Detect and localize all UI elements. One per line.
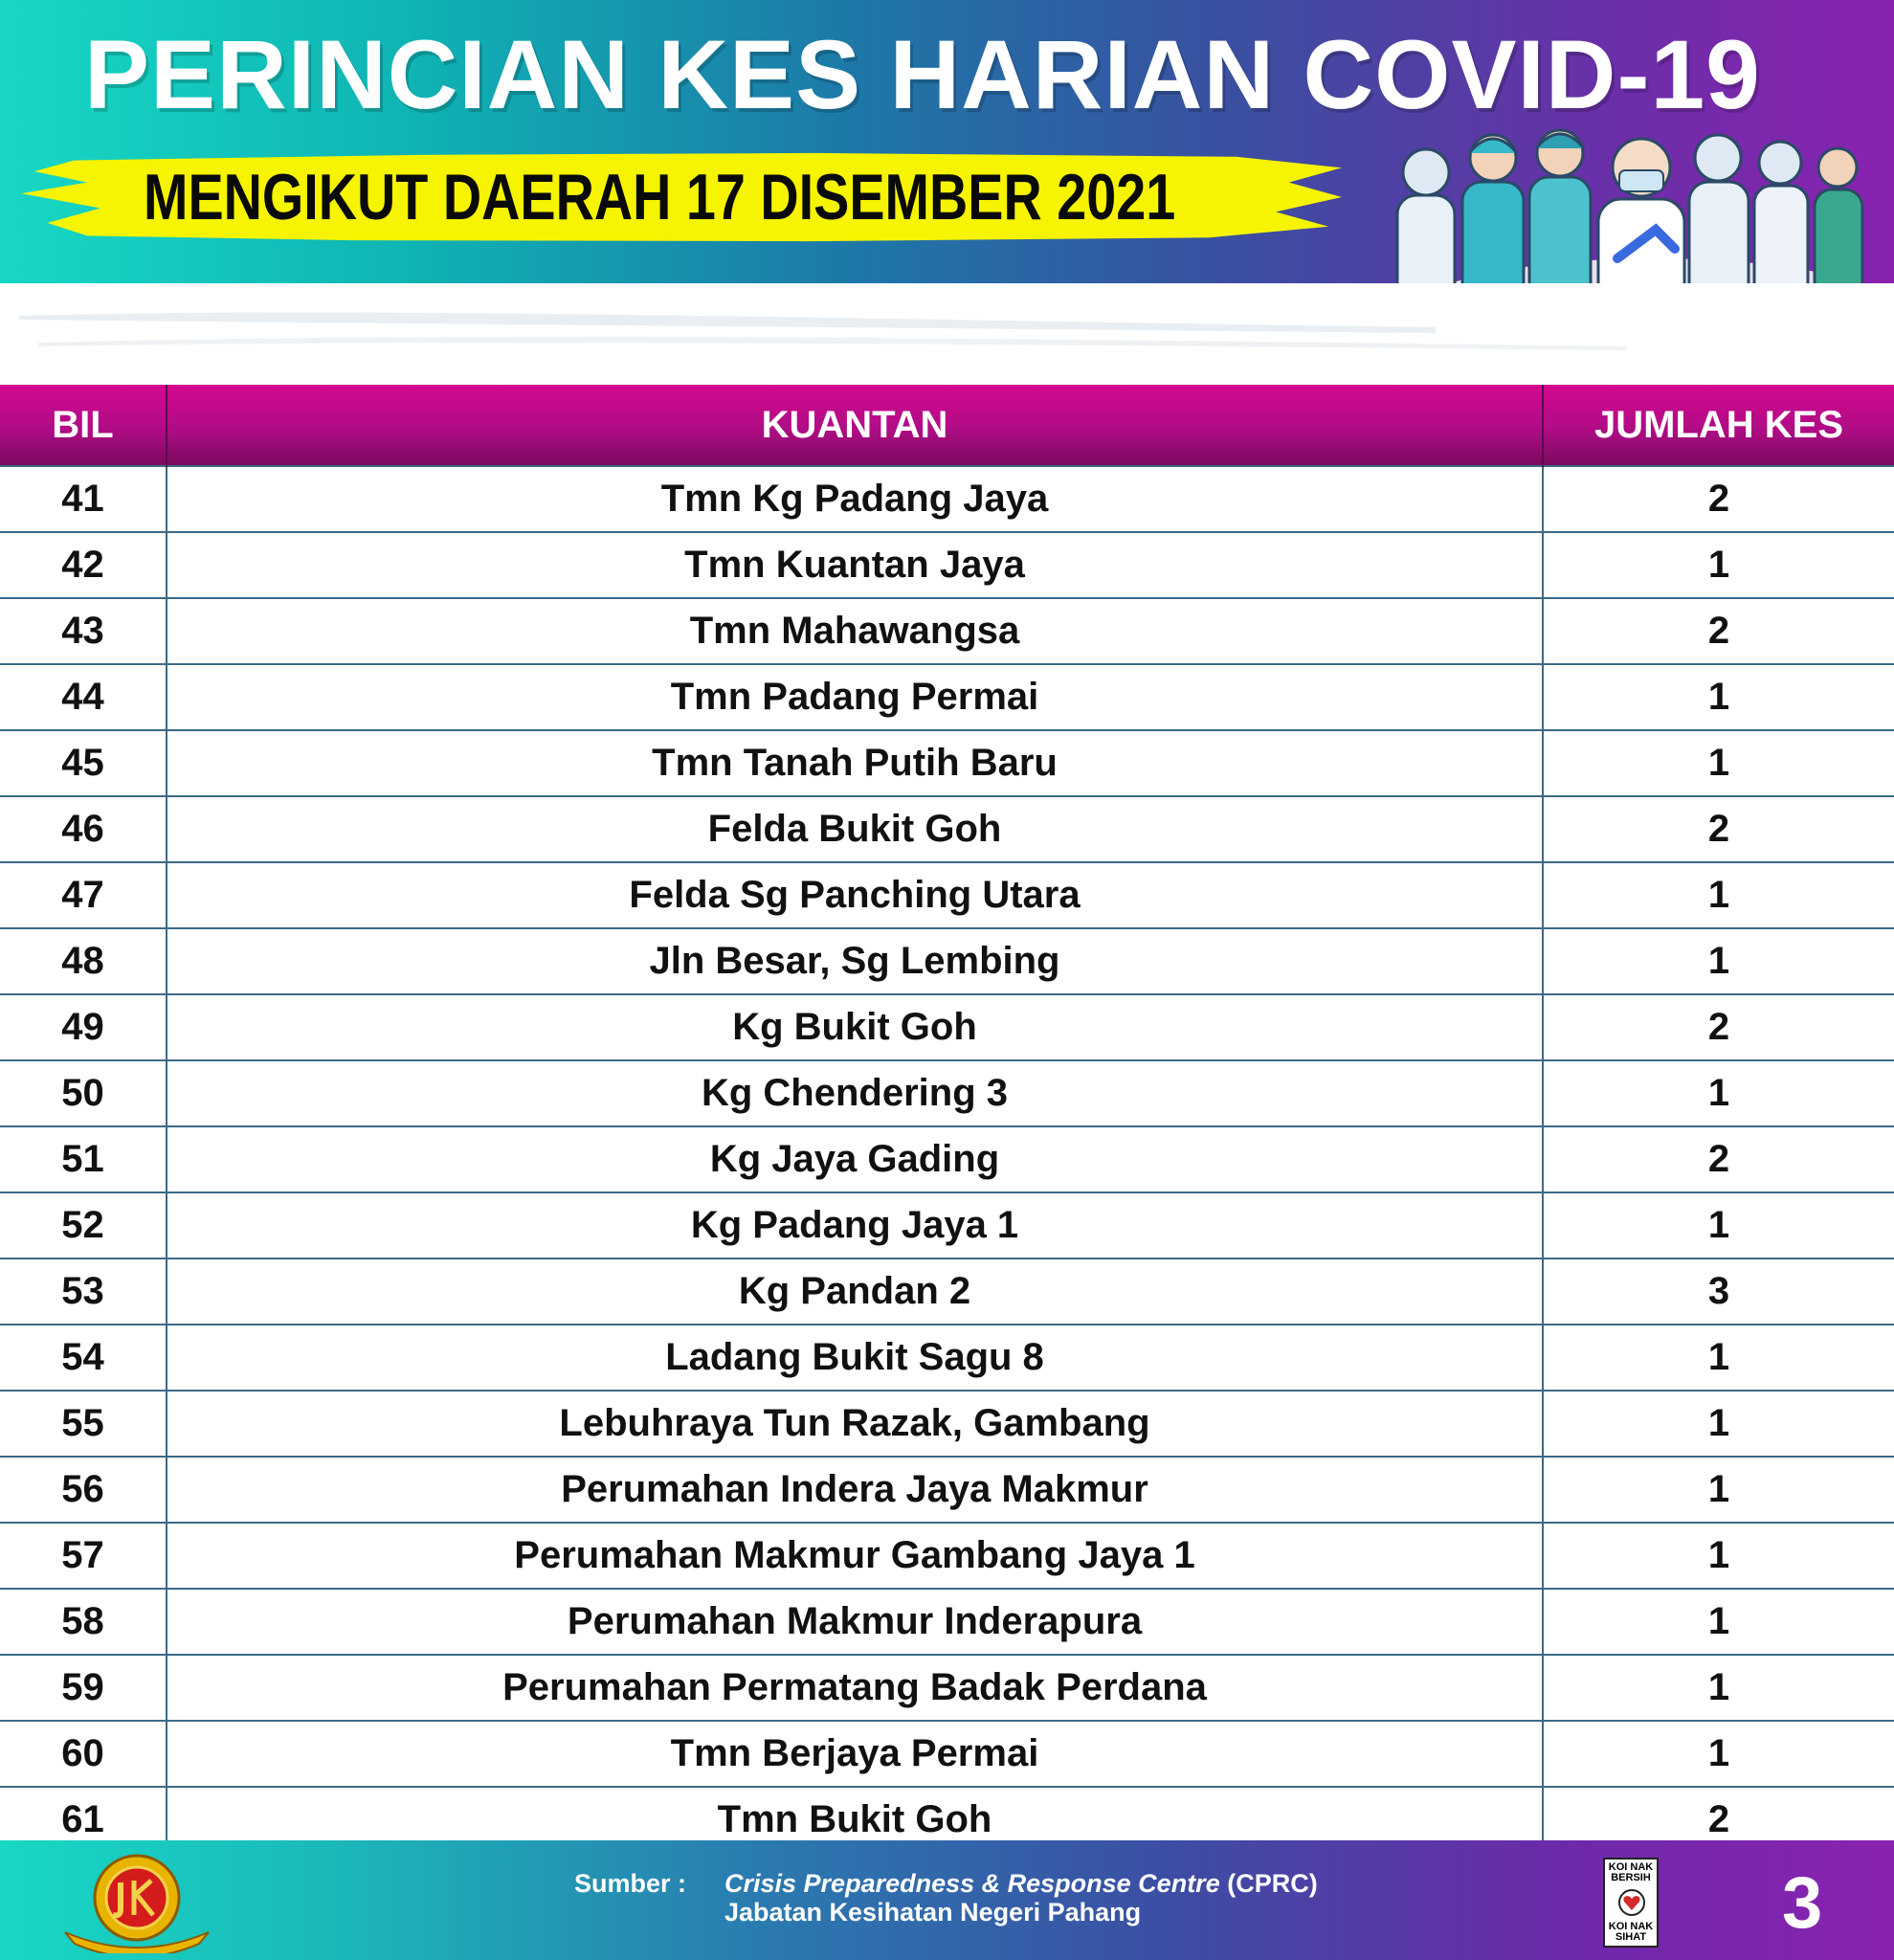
row-location: Tmn Padang Permai <box>167 664 1543 730</box>
table-header-row <box>0 385 1894 466</box>
cases-table <box>0 385 1894 1854</box>
row-number: 51 <box>0 1126 167 1192</box>
row-number: 57 <box>0 1523 167 1589</box>
table-row <box>0 1391 1894 1457</box>
row-number: 42 <box>0 532 167 598</box>
table-row <box>0 730 1894 796</box>
row-location: Perumahan Permatang Badak Perdana <box>167 1655 1543 1721</box>
row-location: Felda Bukit Goh <box>167 796 1543 862</box>
row-location: Tmn Kg Padang Jaya <box>167 466 1543 532</box>
source-org-name: Crisis Preparedness & Response Centre <box>724 1869 1220 1898</box>
row-location: Kg Padang Jaya 1 <box>167 1192 1543 1258</box>
row-cases: 1 <box>1543 1457 1894 1523</box>
medic-figure-icon <box>1815 148 1862 283</box>
row-number: 59 <box>0 1655 167 1721</box>
row-number: 46 <box>0 796 167 862</box>
row-number: 55 <box>0 1391 167 1457</box>
healthcare-workers-illustration-icon <box>1369 115 1885 283</box>
table-row <box>0 598 1894 664</box>
row-location: Tmn Tanah Putih Baru <box>167 730 1543 796</box>
row-cases: 2 <box>1543 1787 1894 1853</box>
page-number: 3 <box>1782 1862 1823 1944</box>
table-row <box>0 1457 1894 1523</box>
row-cases: 1 <box>1543 1192 1894 1258</box>
row-location: Kg Bukit Goh <box>167 994 1543 1060</box>
table-row <box>0 466 1894 532</box>
row-number: 49 <box>0 994 167 1060</box>
header-banner <box>0 0 1894 283</box>
table-row <box>0 928 1894 994</box>
badge-bottom-text: KOI NAK SIHAT <box>1608 1921 1654 1943</box>
row-number: 56 <box>0 1457 167 1523</box>
row-location: Perumahan Makmur Gambang Jaya 1 <box>167 1523 1543 1589</box>
row-cases: 3 <box>1543 1258 1894 1325</box>
table-row <box>0 1325 1894 1391</box>
row-number: 47 <box>0 862 167 928</box>
table-row <box>0 664 1894 730</box>
row-number: 50 <box>0 1060 167 1126</box>
row-cases: 1 <box>1543 1391 1894 1457</box>
table-row <box>0 1258 1894 1325</box>
table-row <box>0 532 1894 598</box>
row-location: Kg Pandan 2 <box>167 1258 1543 1325</box>
row-number: 45 <box>0 730 167 796</box>
row-number: 41 <box>0 466 167 532</box>
row-number: 48 <box>0 928 167 994</box>
badge-top-text: KOI NAK BERSIH <box>1608 1861 1654 1883</box>
footer-bar <box>0 1840 1894 1960</box>
row-cases: 2 <box>1543 466 1894 532</box>
table-row <box>0 862 1894 928</box>
table-row <box>0 994 1894 1060</box>
row-location: Jln Besar, Sg Lembing <box>167 928 1543 994</box>
row-cases: 1 <box>1543 1721 1894 1787</box>
table-row <box>0 796 1894 862</box>
row-cases: 1 <box>1543 664 1894 730</box>
jkn-logo-icon <box>56 1848 218 1953</box>
row-location: Perumahan Indera Jaya Makmur <box>167 1457 1543 1523</box>
table-row <box>0 1192 1894 1258</box>
row-location: Perumahan Makmur Inderapura <box>167 1589 1543 1655</box>
row-location: Tmn Bukit Goh <box>167 1787 1543 1853</box>
row-number: 61 <box>0 1787 167 1853</box>
source-organization <box>724 1869 1318 1899</box>
row-cases: 1 <box>1543 730 1894 796</box>
table-row <box>0 1523 1894 1589</box>
row-location: Ladang Bukit Sagu 8 <box>167 1325 1543 1391</box>
row-cases: 1 <box>1543 1325 1894 1391</box>
source-department: Jabatan Kesihatan Negeri Pahang <box>724 1898 1142 1927</box>
page-title: PERINCIAN KES HARIAN COVID-19 <box>84 20 1761 129</box>
medic-figure-icon <box>1598 139 1684 283</box>
row-number: 52 <box>0 1192 167 1258</box>
row-location: Tmn Berjaya Permai <box>167 1721 1543 1787</box>
medic-figure-icon <box>1689 135 1749 283</box>
medic-figure-icon <box>1754 142 1808 283</box>
medic-figure-icon <box>1462 135 1524 283</box>
row-number: 54 <box>0 1325 167 1391</box>
row-cases: 1 <box>1543 1655 1894 1721</box>
table-row <box>0 1721 1894 1787</box>
row-location: Lebuhraya Tun Razak, Gambang <box>167 1391 1543 1457</box>
row-location: Tmn Kuantan Jaya <box>167 532 1543 598</box>
medic-figure-icon <box>1529 130 1591 283</box>
medic-figure-icon <box>1397 149 1455 283</box>
row-location: Felda Sg Panching Utara <box>167 862 1543 928</box>
source-label: Sumber : <box>574 1869 687 1898</box>
row-number: 53 <box>0 1258 167 1325</box>
row-cases: 2 <box>1543 796 1894 862</box>
table-row <box>0 1060 1894 1126</box>
table-row <box>0 1126 1894 1192</box>
page-subtitle: MENGIKUT DAERAH 17 DISEMBER 2021 <box>144 161 1176 234</box>
row-cases: 1 <box>1543 862 1894 928</box>
row-number: 58 <box>0 1589 167 1655</box>
koi-nak-sihat-badge <box>1603 1858 1659 1948</box>
row-cases: 1 <box>1543 1523 1894 1589</box>
row-cases: 2 <box>1543 994 1894 1060</box>
table-row <box>0 1589 1894 1655</box>
header-district: KUANTAN <box>167 385 1543 466</box>
header-cases: JUMLAH KES <box>1543 385 1894 466</box>
row-number: 44 <box>0 664 167 730</box>
row-cases: 2 <box>1543 598 1894 664</box>
row-location: Tmn Mahawangsa <box>167 598 1543 664</box>
row-cases: 1 <box>1543 532 1894 598</box>
row-cases: 2 <box>1543 1126 1894 1192</box>
heart-icon <box>1617 1888 1646 1917</box>
header-bil: BIL <box>0 385 167 466</box>
row-location: Kg Jaya Gading <box>167 1126 1543 1192</box>
table-row <box>0 1655 1894 1721</box>
row-location: Kg Chendering 3 <box>167 1060 1543 1126</box>
row-number: 60 <box>0 1721 167 1787</box>
row-number: 43 <box>0 598 167 664</box>
decorative-swoosh <box>0 278 1894 364</box>
row-cases: 1 <box>1543 928 1894 994</box>
row-cases: 1 <box>1543 1589 1894 1655</box>
source-org-abbr: (CPRC) <box>1219 1869 1318 1898</box>
row-cases: 1 <box>1543 1060 1894 1126</box>
